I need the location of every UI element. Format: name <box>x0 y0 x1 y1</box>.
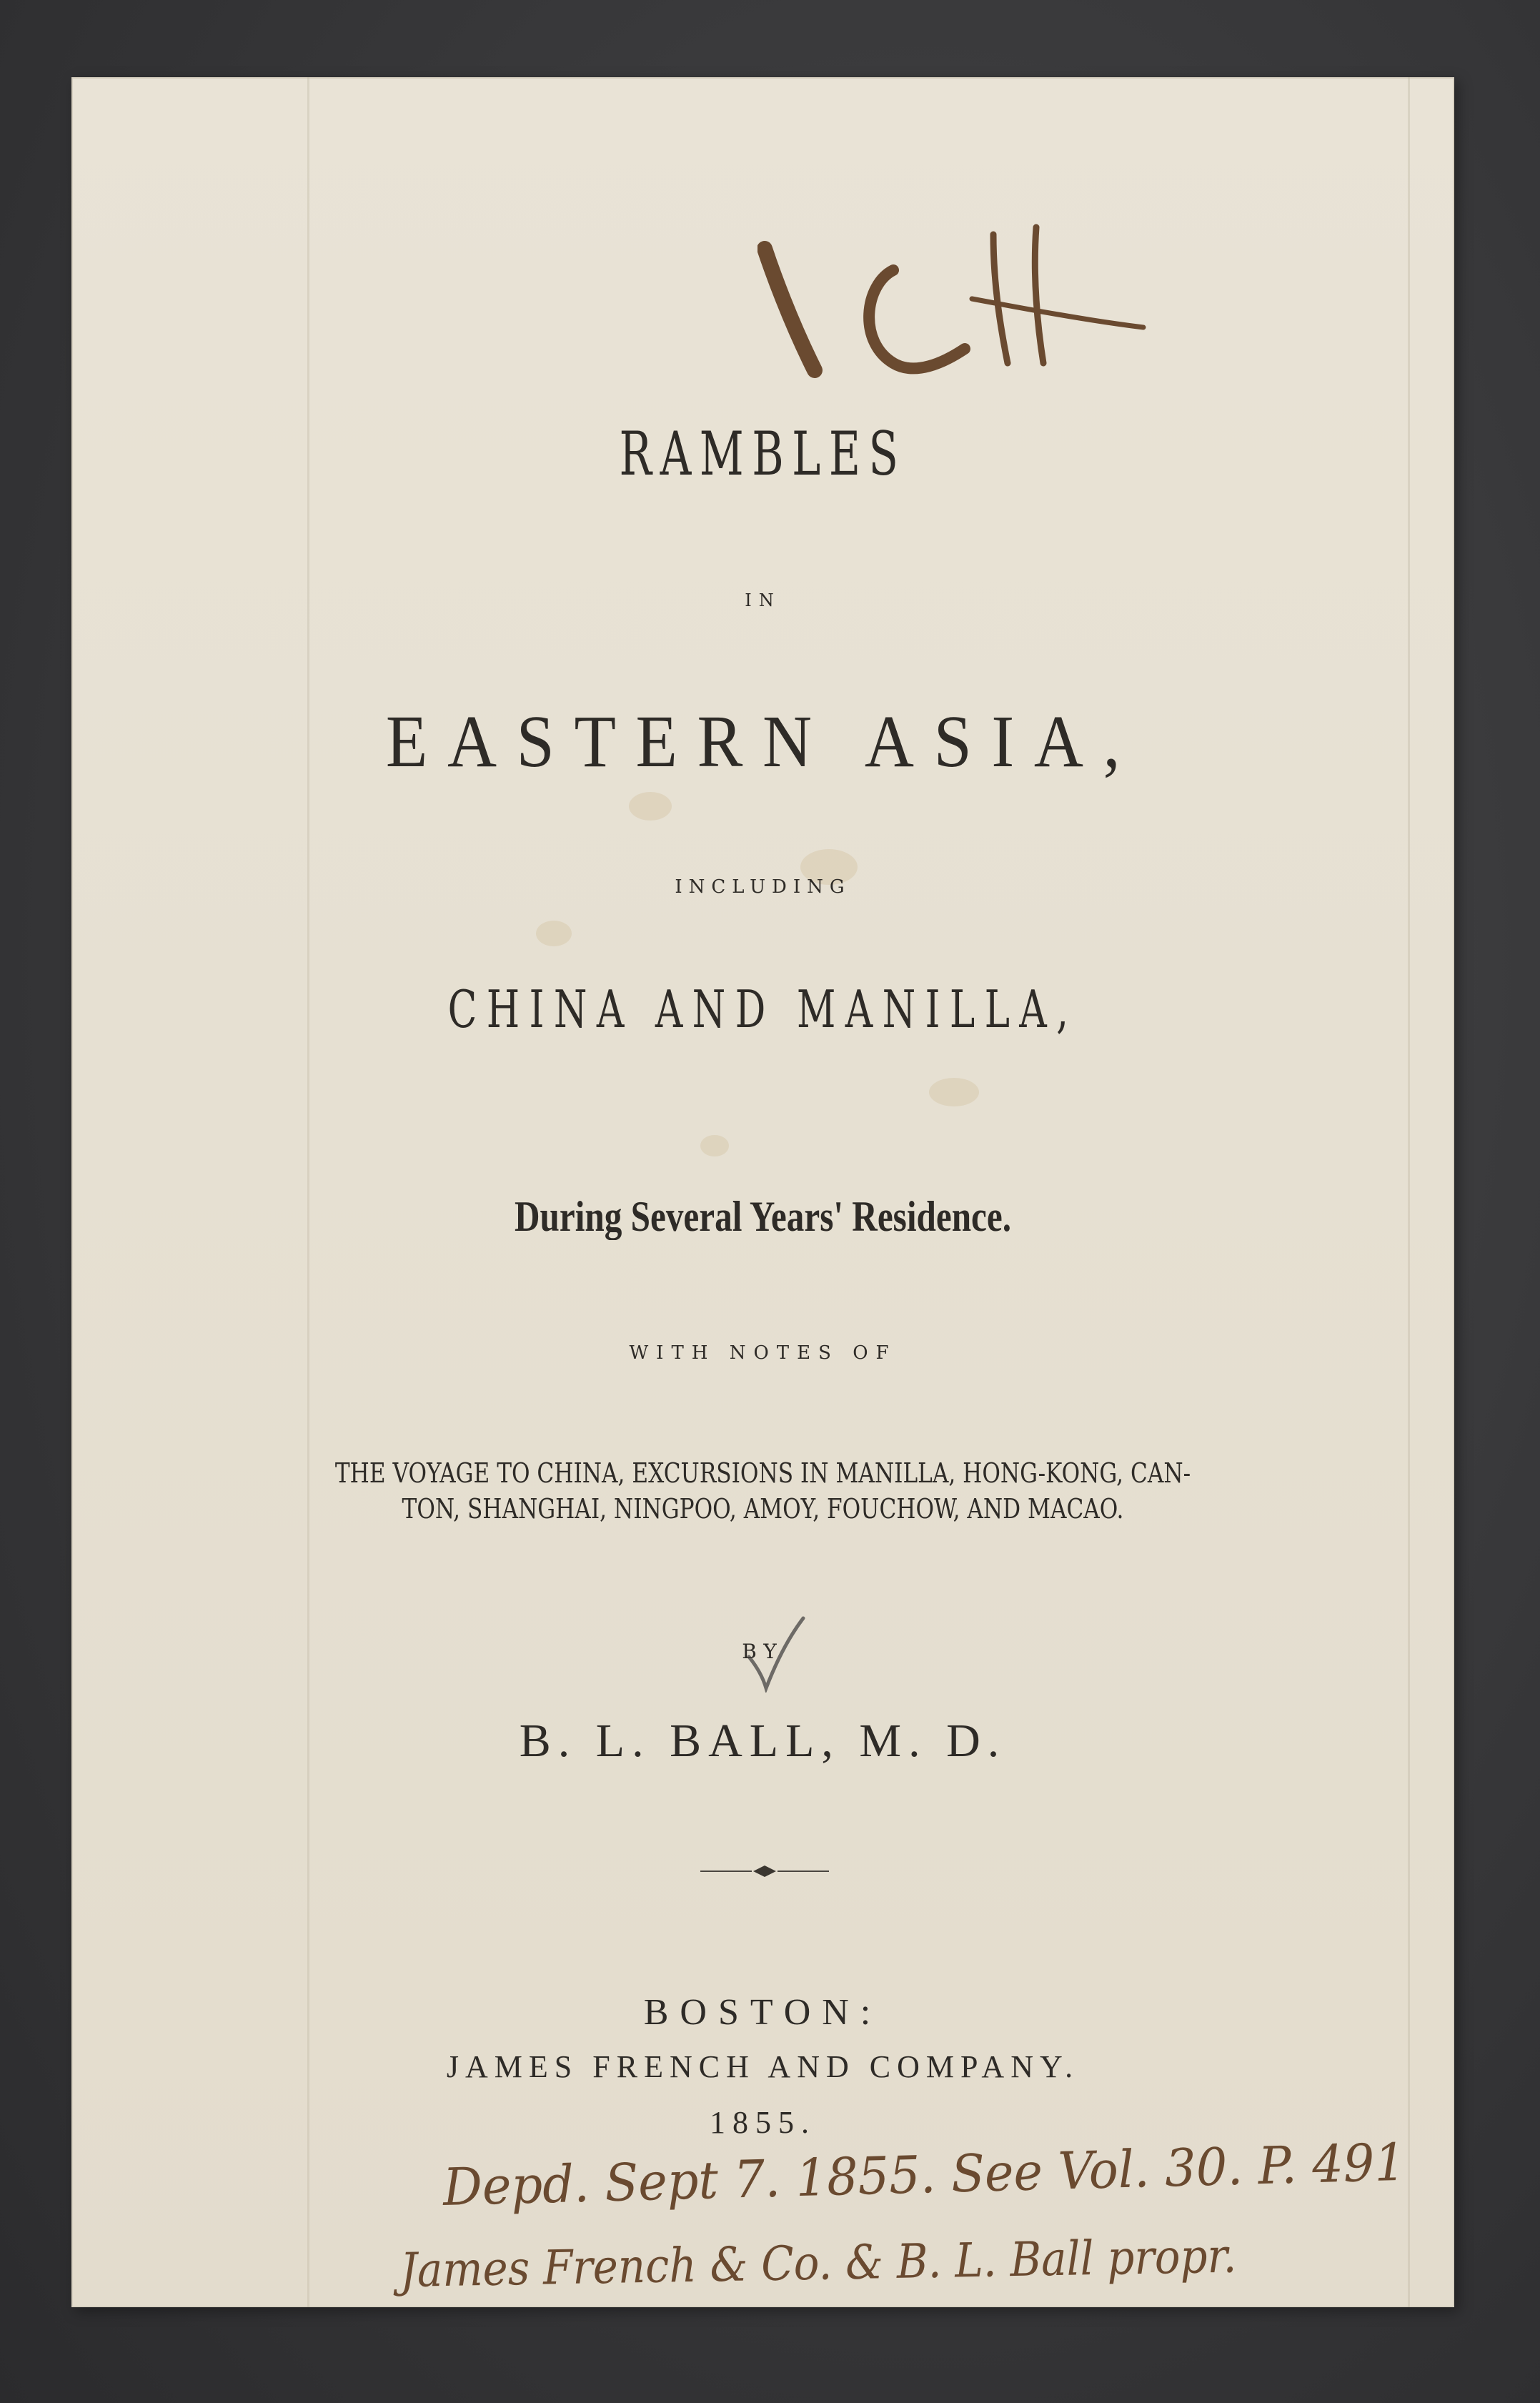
voyage-line-1: THE VOYAGE TO CHINA, EXCURSIONS IN MANILLA, HONG-KONG, CAN- <box>334 1457 1191 1489</box>
foxing-spot <box>700 1135 729 1156</box>
title-in: IN <box>745 590 781 610</box>
subtitle-during: During Several Years' Residence. <box>514 1193 1012 1240</box>
imprint-year: 1855. <box>710 2105 816 2140</box>
title-eastern-asia: EASTERN ASIA, <box>385 700 1141 783</box>
imprint-place: BOSTON: <box>643 1992 883 2033</box>
voyage-line-2: TON, SHANGHAI, NINGPOO, AMOY, FOUCHOW, AND MACAO. <box>402 1493 1124 1525</box>
subtitle-with-notes: WITH NOTES OF <box>629 1342 897 1364</box>
deposit-note: Depd. Sept 7. 1855. See Vol. 30. P. 491 <box>442 2131 1406 2217</box>
divider-ornament <box>700 1857 829 1886</box>
foxing-spot <box>629 792 672 821</box>
foxing-spot <box>929 1078 979 1106</box>
author-name: B. L. BALL, M. D. <box>519 1715 1007 1767</box>
foxing-spot <box>536 921 572 946</box>
subtitle-including: INCLUDING <box>675 876 851 898</box>
fold-line-right <box>1408 77 1410 2307</box>
imprint-publisher: JAMES FRENCH AND COMPANY. <box>446 2049 1080 2084</box>
title-page <box>71 77 1454 2307</box>
handwritten-number-mark <box>757 206 1158 392</box>
subtitle-china-manilla: CHINA AND MANILLA, <box>447 979 1078 1039</box>
title-rambles: RAMBLES <box>619 419 907 489</box>
byline-by: BY <box>742 1640 784 1663</box>
voyage-description <box>196 1455 1330 1527</box>
proprietor-note: James French & Co. & B. L. Ball propr. <box>399 2228 1237 2298</box>
